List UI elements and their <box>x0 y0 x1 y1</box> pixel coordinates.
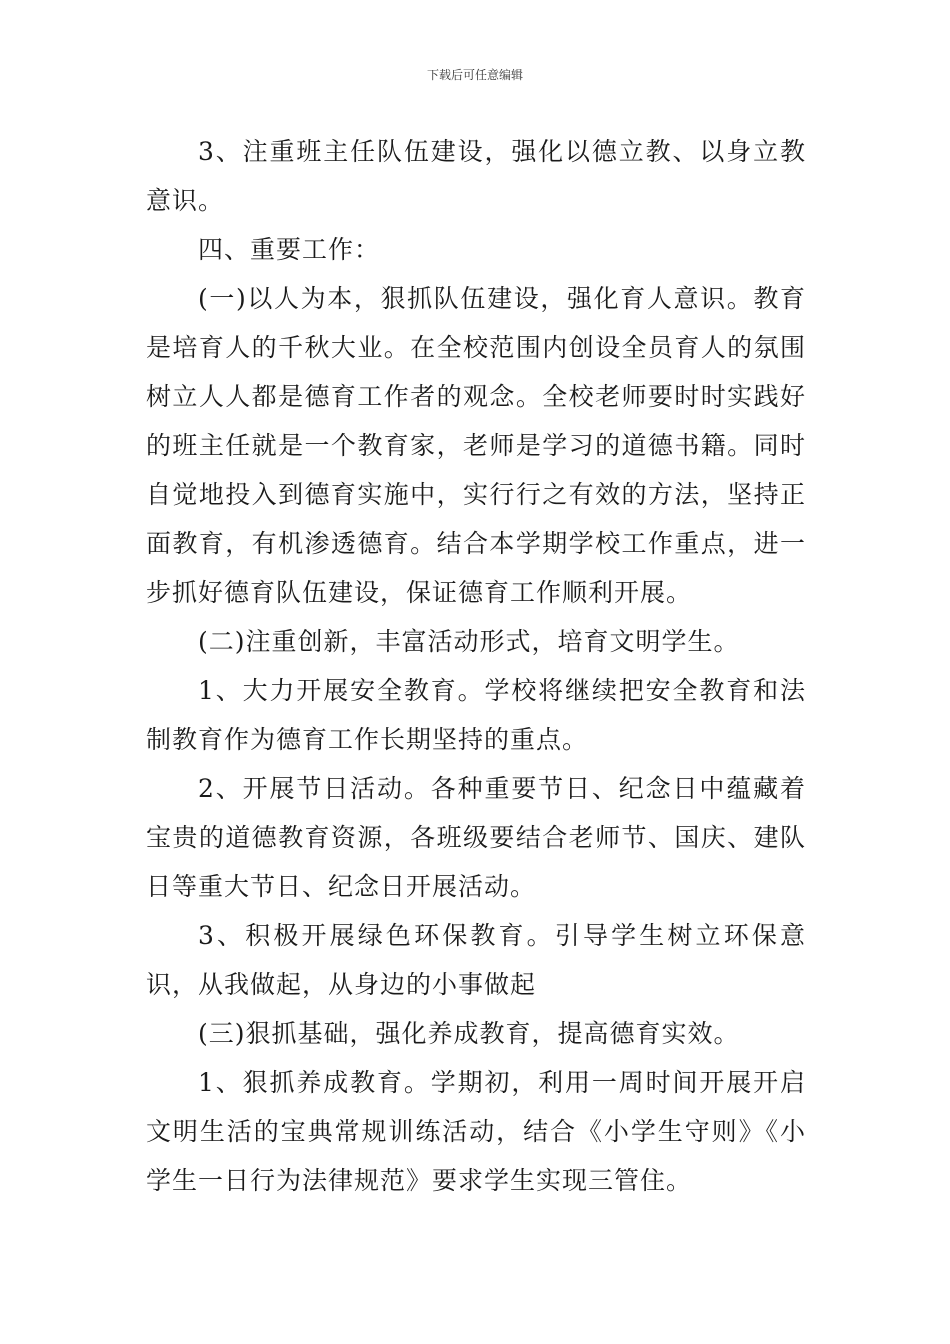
paragraph-1: 3、注重班主任队伍建设，强化以德立教、以身立教意识。 <box>146 137 806 215</box>
page-header: 下载后可任意编辑 <box>426 68 523 82</box>
paragraph-6: 2、开展节日活动。各种重要节日、纪念日中蕴藏着宝贵的道德教育资源，各班级要结合老师节、国庆、建队日等重大节日、纪念日开展活动。 <box>146 774 806 901</box>
document-body <box>146 127 806 1205</box>
paragraph-9: 1、狠抓养成教育。学期初，利用一周时间开展开启文明生活的宝典常规训练活动，结合《小学生守则》《小学生一日行为法律规范》要求学生实现三管住。 <box>146 1068 806 1195</box>
paragraph-8: (三)狠抓基础，强化养成教育，提高德育实效。 <box>198 1019 740 1048</box>
paragraph-3: (一)以人为本，狠抓队伍建设，强化育人意识。教育是培育人的千秋大业。在全校范围内创设全员育人的氛围树立人人都是德育工作者的观念。全校老师要时时实践好的班主任就是一个教育家，老师是学习的道德书籍。同时自觉地投入到德育实施中，实行行之有效的方法，坚持正面教育，有机渗透德育。结合本学期学校工作重点，进一步抓好德育队伍建设，保证德育工作顺利开展。 <box>146 284 806 607</box>
paragraph-2: 四、重要工作： <box>198 235 381 264</box>
paragraph-5: 1、大力开展安全教育。学校将继续把安全教育和法制教育作为德育工作长期坚持的重点。 <box>146 676 806 754</box>
paragraph-7: 3、积极开展绿色环保教育。引导学生树立环保意识，从我做起，从身边的小事做起 <box>146 921 806 999</box>
paragraph-4: (二)注重创新，丰富活动形式，培育文明学生。 <box>198 627 740 656</box>
